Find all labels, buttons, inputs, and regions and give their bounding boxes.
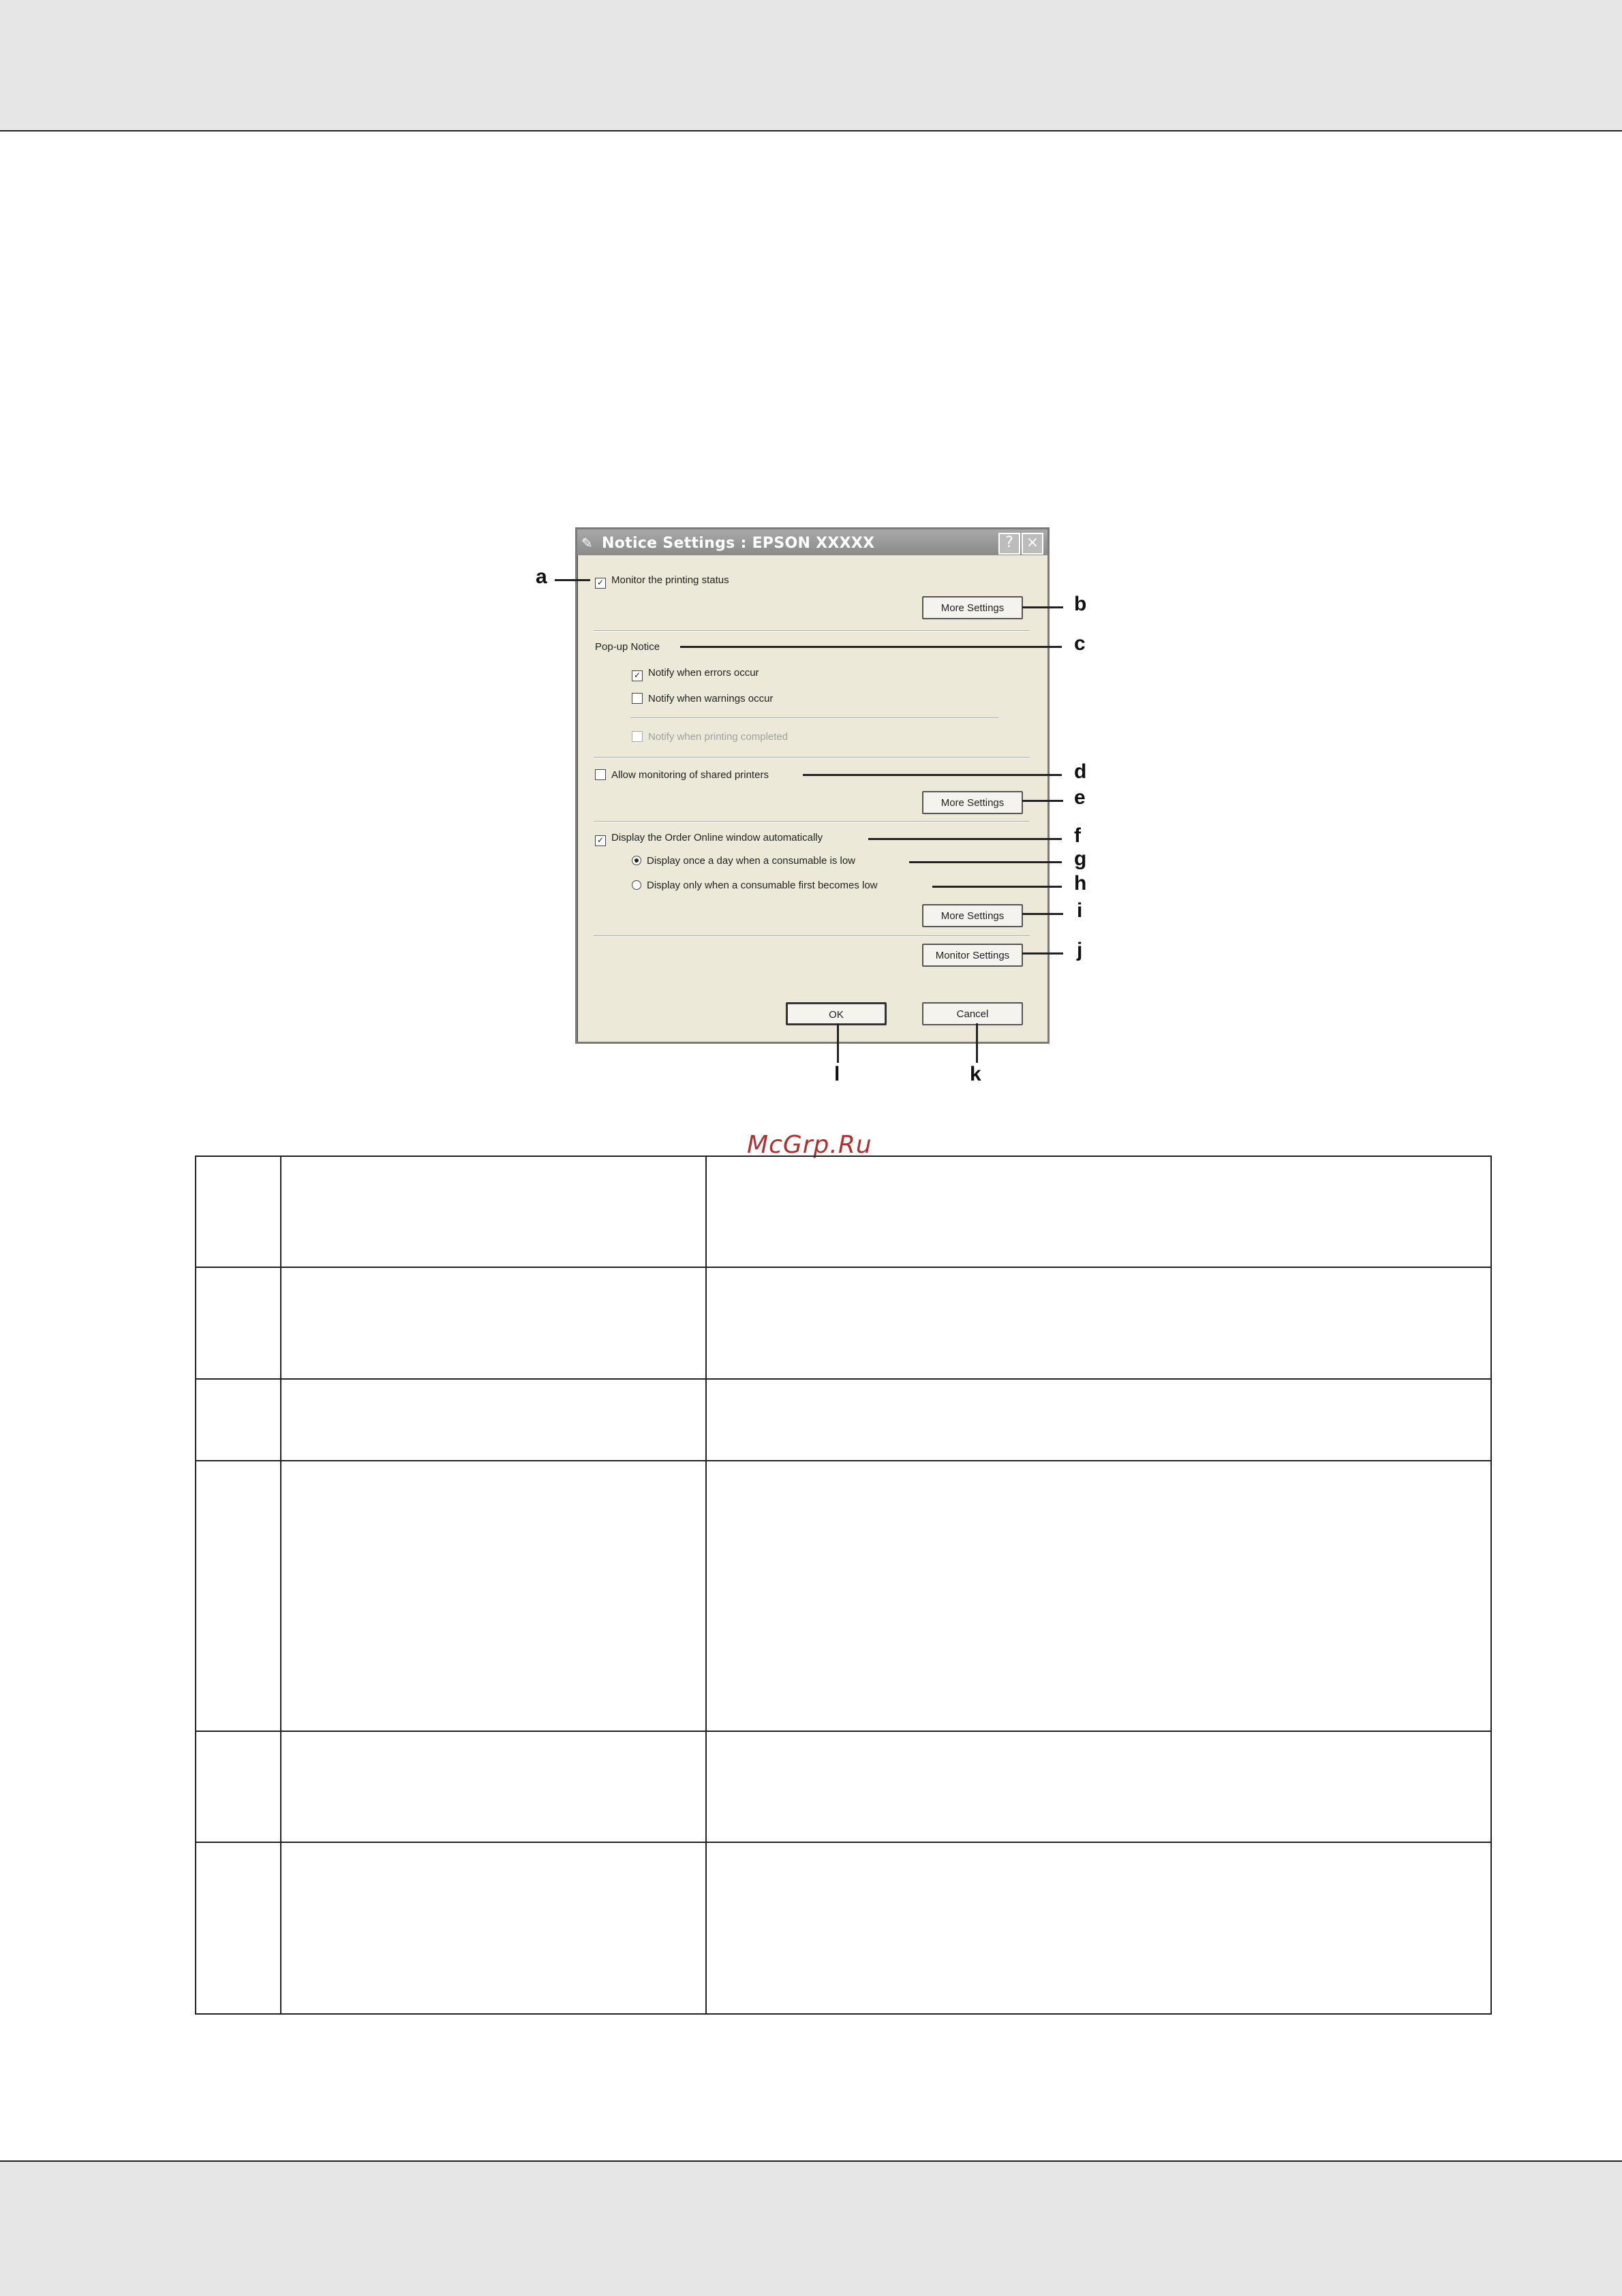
dialog-figure (518, 518, 1131, 1104)
callout-line-c (680, 646, 1062, 648)
table-row (196, 1267, 1491, 1379)
table-cell (706, 1842, 1491, 2014)
notify-errors-checkbox[interactable] (632, 667, 759, 681)
allow-shared-checkbox[interactable] (595, 769, 769, 781)
radio-once-a-day-label: Display once a day when a consumable is low (647, 855, 855, 867)
checkbox-checked-icon: ✓ (632, 670, 643, 681)
callout-line-h (932, 886, 1062, 888)
notice-settings-dialog (575, 527, 1050, 1044)
table-cell (196, 1461, 281, 1731)
table-cell (281, 1731, 706, 1842)
table-cell (196, 1379, 281, 1461)
allow-shared-label: Allow monitoring of shared printers (611, 769, 769, 781)
callout-line-e (1022, 800, 1063, 802)
monitor-settings-button[interactable]: Monitor Settings (922, 944, 1023, 967)
table-cell (281, 1379, 706, 1461)
notify-warnings-label: Notify when warnings occur (648, 693, 774, 704)
radio-unselected-icon (632, 880, 641, 890)
callout-line-g (909, 861, 1062, 863)
order-online-label: Display the Order Online window automatically (611, 832, 823, 843)
dialog-title: Notice Settings : EPSON XXXXX (602, 535, 875, 552)
callout-a: a (536, 565, 547, 588)
callout-line-b (1022, 606, 1063, 608)
checkbox-checked-icon: ✓ (595, 578, 606, 589)
radio-selected-icon (632, 856, 641, 865)
monitor-status-checkbox[interactable] (595, 574, 729, 589)
callout-l: l (834, 1063, 840, 1085)
checkbox-unchecked-icon (595, 769, 606, 780)
callout-line-d (803, 774, 1062, 776)
help-button[interactable]: ? (998, 533, 1020, 555)
more-settings-button-2[interactable]: More Settings (922, 791, 1023, 814)
notify-completed-checkbox (632, 731, 788, 743)
page-footer-band (0, 2160, 1622, 2296)
separator (594, 821, 1030, 822)
table-cell (706, 1731, 1491, 1842)
callout-line-j (1022, 952, 1063, 955)
page-header-band (0, 0, 1622, 131)
checkbox-disabled-icon (632, 731, 643, 742)
table-cell (196, 1156, 281, 1267)
callout-b: b (1074, 593, 1087, 615)
callout-h: h (1074, 872, 1087, 895)
table-cell (196, 1731, 281, 1842)
table-cell (196, 1842, 281, 2014)
table-row (196, 1379, 1491, 1461)
callout-f: f (1074, 824, 1081, 847)
table-row (196, 1461, 1491, 1731)
callout-d: d (1074, 760, 1087, 783)
dialog-titlebar[interactable] (577, 529, 1047, 555)
reference-table (195, 1155, 1492, 2015)
table-cell (706, 1156, 1491, 1267)
callout-e: e (1074, 786, 1086, 809)
callout-line-l (837, 1023, 839, 1063)
table-cell (196, 1267, 281, 1379)
checkbox-unchecked-icon (632, 693, 643, 704)
printer-icon: ✎ (581, 536, 593, 551)
separator (630, 717, 998, 719)
notify-warnings-checkbox[interactable] (632, 693, 773, 705)
callout-line-f (868, 838, 1062, 840)
table-cell (281, 1842, 706, 2014)
notify-completed-label: Notify when printing completed (648, 731, 789, 743)
separator (594, 757, 1030, 758)
separator (594, 630, 1030, 632)
callout-line-a (555, 579, 590, 581)
ok-button[interactable]: OK (786, 1002, 887, 1025)
callout-line-i (1022, 913, 1063, 915)
radio-first-low[interactable] (632, 880, 878, 892)
callout-k: k (970, 1063, 981, 1085)
watermark: McGrp.Ru (747, 1131, 872, 1159)
table-row (196, 1156, 1491, 1267)
callout-line-k (976, 1023, 978, 1063)
table-cell (281, 1461, 706, 1731)
table-cell (281, 1267, 706, 1379)
popup-notice-label: Pop-up Notice (595, 641, 660, 653)
notify-errors-label: Notify when errors occur (648, 667, 759, 679)
more-settings-button-1[interactable]: More Settings (922, 596, 1023, 619)
callout-i: i (1077, 899, 1083, 922)
table-cell (281, 1156, 706, 1267)
table-cell (706, 1267, 1491, 1379)
radio-first-low-label: Display only when a consumable first becomes low (647, 880, 878, 891)
callout-j: j (1077, 939, 1083, 961)
callout-g: g (1074, 848, 1087, 870)
monitor-status-label: Monitor the printing status (611, 574, 729, 586)
close-button[interactable]: × (1022, 533, 1043, 555)
table-row (196, 1731, 1491, 1842)
separator (594, 935, 1030, 937)
order-online-checkbox[interactable] (595, 832, 823, 846)
callout-c: c (1074, 632, 1086, 655)
table-cell (706, 1379, 1491, 1461)
table-row (196, 1842, 1491, 2014)
cancel-button[interactable]: Cancel (922, 1002, 1023, 1025)
more-settings-button-3[interactable]: More Settings (922, 904, 1023, 927)
checkbox-checked-icon: ✓ (595, 835, 606, 846)
table-cell (706, 1461, 1491, 1731)
radio-once-a-day[interactable] (632, 855, 855, 867)
